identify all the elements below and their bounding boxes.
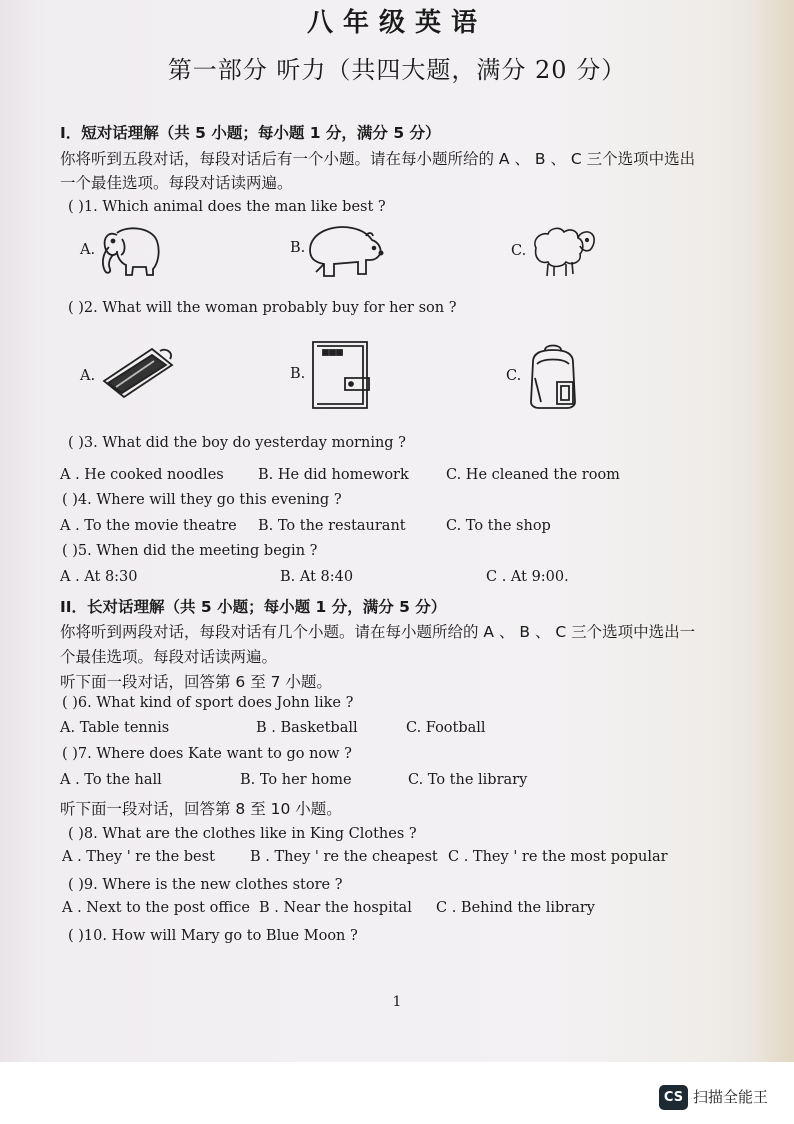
wallet-icon	[305, 338, 373, 414]
q9-option-c: C . Behind the library	[436, 900, 595, 916]
pencil-case-icon	[96, 343, 178, 399]
q7-option-a: A . To the hall	[60, 772, 162, 788]
q3-option-a: A . He cooked noodles	[60, 467, 224, 483]
q8-option-c: C . They ' re the most popular	[448, 849, 668, 865]
question-6: ( )6. What kind of sport does John like ?	[62, 695, 354, 711]
q3-option-b: B. He did homework	[258, 467, 409, 483]
question-1: ( )1. Which animal does the man like best ?	[68, 199, 386, 215]
page-number: 1	[392, 994, 402, 1010]
q3-option-c: C. He cleaned the room	[446, 467, 620, 483]
q9-option-a: A . Next to the post office	[62, 900, 250, 916]
q7-option-b: B. To her home	[240, 772, 352, 788]
question-10: ( )10. How will Mary go to Blue Moon ?	[68, 928, 358, 944]
section1-instruction-line1: 你将听到五段对话，每段对话后有一个小题。请在每小题所给的 A 、 B 、 C 三个选项中选出	[60, 150, 696, 168]
question-4: ( )4. Where will they go this evening ?	[62, 492, 342, 508]
page-edge-shadow	[754, 0, 794, 1062]
q4-option-c: C. To the shop	[446, 518, 551, 534]
sheep-icon	[526, 222, 598, 280]
q8-option-a: A . They ' re the best	[62, 849, 215, 865]
section1-heading: I．短对话理解（共 5 小题；每小题 1 分，满分 5 分）	[60, 124, 441, 142]
q6-option-b: B . Basketball	[256, 720, 358, 736]
question-5: ( )5. When did the meeting begin ?	[62, 543, 318, 559]
group1-instruction: 听下面一段对话，回答第 6 至 7 小题。	[60, 673, 332, 691]
backpack-icon	[523, 342, 583, 410]
q4-option-b: B. To the restaurant	[258, 518, 406, 534]
q9-option-b: B . Near the hospital	[259, 900, 412, 916]
q5-option-c: C . At 9:00.	[486, 569, 569, 585]
q6-option-a: A. Table tennis	[60, 720, 170, 736]
section-subtitle: 第一部分 听力（共四大题，满分 20 分）	[167, 56, 627, 84]
scanner-brand: 扫描全能王	[693, 1088, 769, 1106]
section1-instruction-line2: 一个最佳选项。每段对话读两遍。	[60, 174, 293, 192]
page-title: 八年级英语	[306, 8, 487, 38]
section2-instruction-line1: 你将听到两段对话，每段对话有几个小题。请在每小题所给的 A 、 B 、 C 三个选项中选出一	[60, 623, 696, 641]
q5-option-a: A . At 8:30	[60, 569, 138, 585]
q1-option-c-label: C.	[511, 243, 527, 259]
elephant-icon	[97, 221, 167, 277]
q6-option-c: C. Football	[406, 720, 486, 736]
q7-option-c: C. To the library	[408, 772, 528, 788]
q1-option-b-label: B.	[290, 240, 306, 256]
question-7: ( )7. Where does Kate want to go now ?	[62, 746, 352, 762]
q2-option-c-label: C.	[506, 368, 522, 384]
section2-heading: II．长对话理解（共 5 小题；每小题 1 分，满分 5 分）	[60, 598, 447, 616]
q4-option-a: A . To the movie theatre	[60, 518, 237, 534]
question-2: ( )2. What will the woman probably buy for her son ?	[68, 300, 457, 316]
question-8: ( )8. What are the clothes like in King Clothes ?	[68, 826, 417, 842]
section2-instruction-line2: 个最佳选项。每段对话读两遍。	[60, 648, 278, 666]
scanner-logo: CS	[659, 1085, 688, 1110]
q8-option-b: B . They ' re the cheapest	[250, 849, 438, 865]
q1-option-a-label: A.	[80, 242, 96, 258]
q5-option-b: B. At 8:40	[280, 569, 354, 585]
q2-option-b-label: B.	[290, 366, 306, 382]
question-3: ( )3. What did the boy do yesterday morning ?	[68, 435, 406, 451]
question-9: ( )9. Where is the new clothes store ?	[68, 877, 343, 893]
q2-option-a-label: A.	[80, 368, 96, 384]
bear-icon	[304, 220, 386, 280]
group2-instruction: 听下面一段对话，回答第 8 至 10 小题。	[60, 800, 342, 818]
